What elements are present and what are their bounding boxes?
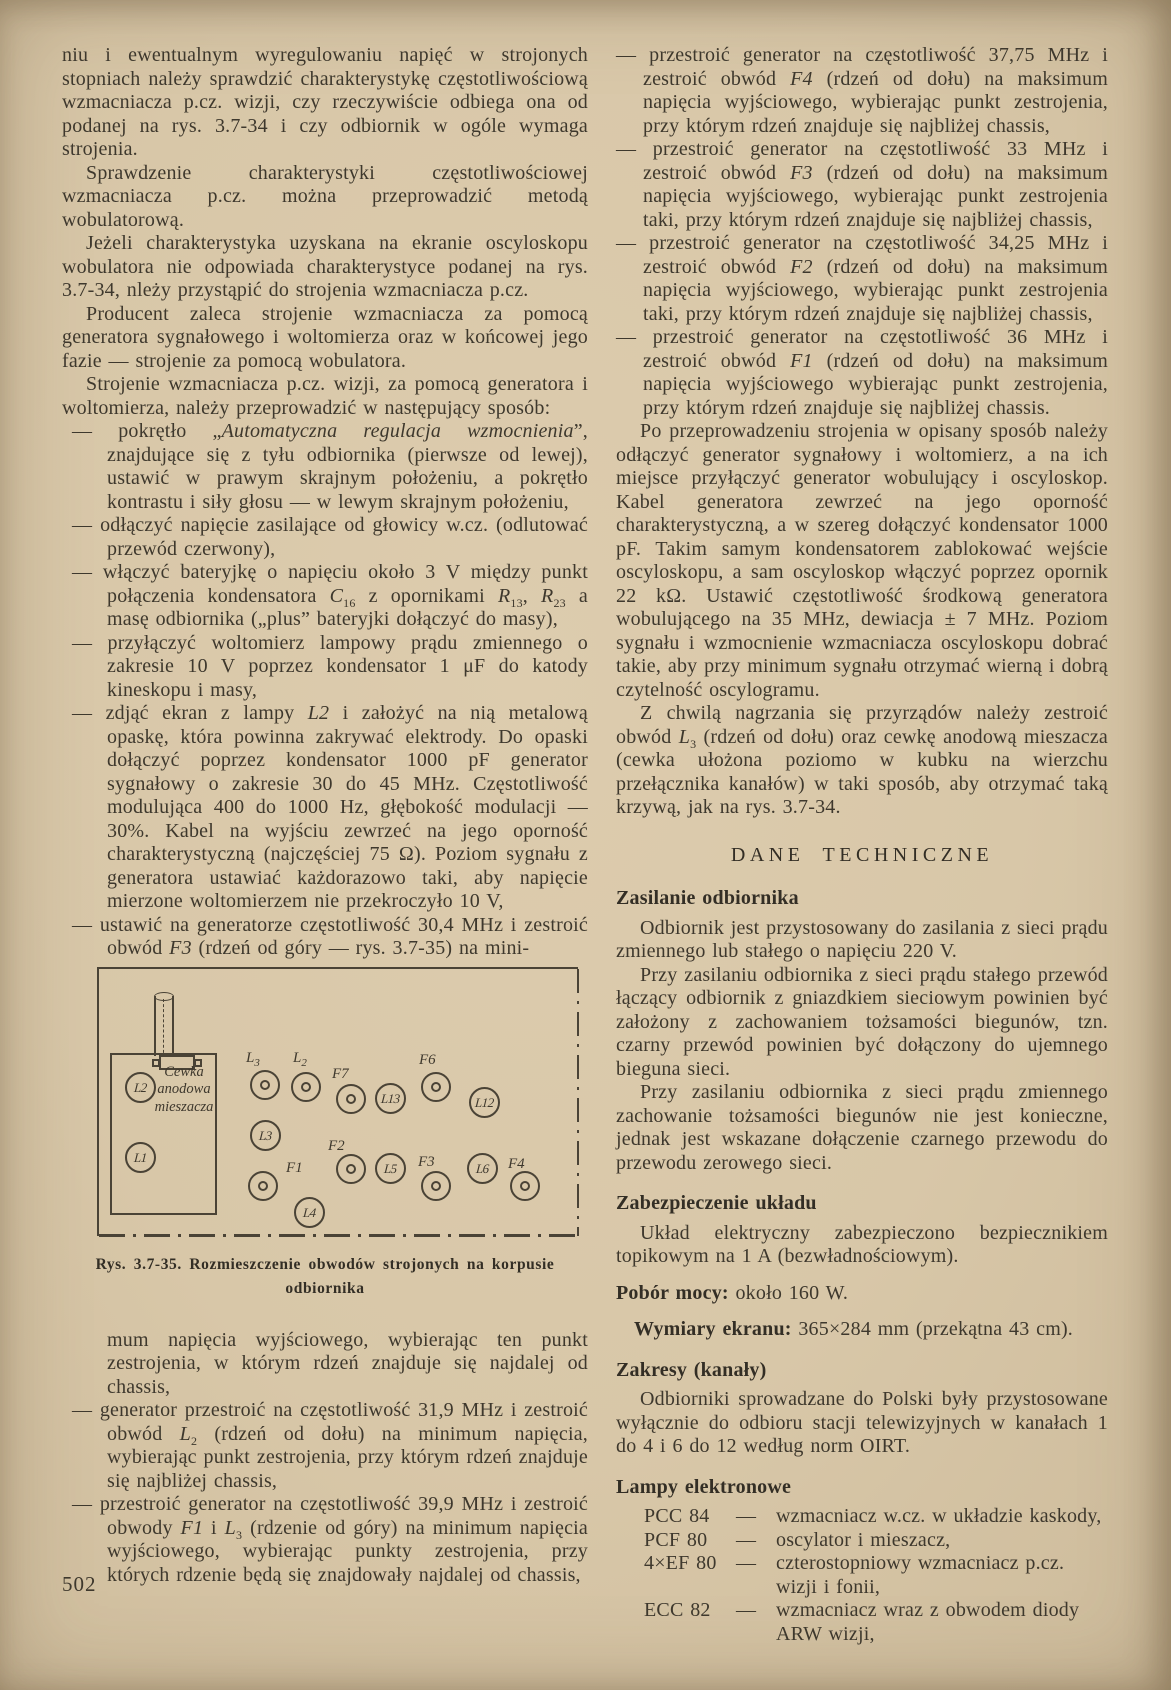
coil-circle-f3 (421, 1171, 451, 1201)
lamp-dash: — (736, 1552, 757, 1574)
coil-circle-label-f1: F1 (286, 1159, 303, 1176)
coil-circle-f4 (510, 1171, 540, 1201)
coil-circle-f7 (336, 1084, 366, 1114)
core-dot (520, 1181, 530, 1191)
subheading-zakresy: Zakresy (kanały) (616, 1358, 767, 1381)
lamp-list (616, 1505, 1108, 1646)
coil-circle-label-l6: L6 (475, 1160, 489, 1176)
paragraph: niu i ewentualnym wyregulowaniu napięć w strojonych stopniach należy sprawdzić charakterystykę częstotliwościową wzmacniacza p.cz. wizji, czy rzeczywiście odbiega ona od podanej na rys. 3.7-34 i czy odbiornik w ogóle wymaga strojenia. (62, 44, 588, 160)
coil-circle-l12 (469, 1087, 500, 1118)
coil-circle-label-l3: $L_3$ (246, 1049, 260, 1069)
paragraph: Po przeprowadzeniu strojenia w opisany sposób należy odłączyć generator sygnałowy i woltomierz, a na ich miejsce przyłączyć generator wobulujący i oscyloskop. Kabel generatora zewrzeć na jego oporność charakterystyczną, a w szereg dołączyć kondensator 1000 pF. Takim samym kondensatorem zablokować wejście oscyloskopu, a sam oscyloskop włączyć poprzez opornik 22 kΩ. Ustawić częstotliwość środkową generatora wobulującego na 35 MHz, dewiacja ± 7 MHz. Poziom sygnału i wzmocnienie wzmacniacza oscyloskopu dobrać takie, aby przy minimum sygnału otrzymać wierną i dobrą czytelność oscylogramu. (616, 420, 1108, 701)
core-dot (258, 1181, 268, 1191)
coil-circle-l2 (125, 1072, 156, 1103)
right-column (616, 44, 1108, 1646)
core-dot (431, 1181, 441, 1191)
core-dot (346, 1164, 356, 1174)
coil-circle-label-f7: F7 (332, 1065, 349, 1082)
paragraph: Odbiornik jest przystosowany do zasilania z sieci prądu zmiennego lub stałego o napięciu 220 V. (616, 916, 1108, 962)
coil-circle-label-l2: $L_2$ (293, 1049, 307, 1069)
paragraph: Sprawdzenie charakterystyki częstotliwościowej wzmacniacza p.cz. można przeprowadzić metodą wobulatorową. (62, 161, 588, 231)
core-dot (346, 1094, 356, 1104)
list-item: — przyłączyć woltomierz lampowy prądu zmiennego o zakresie 10 V poprzez kondensator 1 μF do katody kineskopu i masy, (72, 631, 588, 701)
lamp-dash: — (736, 1599, 757, 1621)
paragraph: Przy zasilaniu odbiornika z sieci prądu stałego przewód łączący odbiornik z gniazdkiem sieciowym powinien być założony z zachowaniem tożsamości biegunów, tzn. czarny przewód powinien być dołączony do ujemnego bieguna sieci. (616, 963, 1108, 1080)
core-dot (260, 1080, 270, 1090)
paragraph: Odbiorniki sprowadzane do Polski były przystosowane wyłącznie do odbioru stacji telewizyjnych w kanałach 1 do 4 i 6 do 12 według norm OIRT. (616, 1388, 1108, 1457)
paragraph: Układ elektryczny zabezpieczono bezpiecznikiem topikowym na 1 A (bezwładnościowym). (616, 1221, 1108, 1267)
paragraph: Strojenie wzmacniacza p.cz. wizji, za pomocą generatora i woltomierza, należy przeprowadzić w następujący sposób: (62, 373, 588, 419)
coil-circle-label-f6: F6 (419, 1051, 436, 1068)
list-item: — przestroić generator na częstotliwość 36 MHz i zestroić obwód F1 (rdzeń od dołu) na maksimum napięcia wyjściowego wybierając punkt zestrojenia, przy którym rdzeń znajduje się najbliżej chassis. (616, 326, 1109, 419)
spec-wymiary-ekranu: Wymiary ekranu: 365×284 mm (przekątna 43 cm). (634, 1318, 1074, 1340)
lamp-description: czterostopniowy wzmacniacz p.cz. wizji i fonii, (776, 1552, 1065, 1598)
coil-circle-label-l2: L2 (133, 1079, 147, 1095)
mixer-coil-label: Cewka anodowa mieszacza (154, 1063, 214, 1115)
lamp-description: oscylator i mieszacz, (776, 1528, 951, 1551)
coil-circle-f1 (248, 1171, 278, 1201)
section-heading-dane-techniczne: DANE TECHNICZNE (730, 843, 994, 866)
lamp-name: PCC 84 (644, 1505, 710, 1527)
tube (154, 996, 174, 1056)
list-item: — pokrętło „Automatyczna regulacja wzmocnienia”, znajdujące się z tyłu odbiornika (pierwsze od lewej), ustawić w prawym skrajnym położeniu, a pokrętło kontrastu i siły głosu — w lewym skrajnym położeniu, (72, 420, 588, 513)
list-item: — włączyć bateryjkę o napięciu około 3 V między punkt połączenia kondensatora $C_{16}$ z opornikami $R_{13}$, $R_{23}$ a masę odbiornika („plus” bateryjki dołączyć do masy), (72, 561, 588, 630)
coil-circle-f2 (336, 1154, 366, 1184)
lamp-row (616, 1599, 1108, 1646)
list-item: — odłączyć napięcie zasilające od głowicy w.cz. (odlutować przewód czerwony), (72, 514, 588, 560)
coil-circle-label-f2: F2 (328, 1137, 345, 1154)
coil-circle-l2 (291, 1072, 321, 1102)
list-item: — zdjąć ekran z lampy L2 i założyć na nią metalową opaskę, która powinna zakrywać elektrody. Do opaski dołączyć poprzez kondensator 1000 pF generator sygnałowy o zakresie 30 do 45 MHz. Częstotliwość modulująca 400 do 1000 Hz, głębokość modulacji — 30%. Kabel na wyjściu zewrzeć na jego oporność charakterystyczną (najczęściej 75 Ω). Poziom sygnału z generatora ustawiać każdorazowo taki, aby napięcie mierzone woltomierzem nie przekroczyło 10 V, (72, 702, 588, 912)
core-dot (431, 1082, 441, 1092)
figure-rys-3-7-35 (62, 967, 588, 1239)
coil-circle-l3 (250, 1120, 281, 1151)
list-item: — przestroić generator na częstotliwość 33 MHz i zestroić obwód F3 (rdzeń od dołu) na maksimum napięcia wyjściowego, wybierając punkt zestrojenia taki, przy którym rdzeń znajduje się najbliżej chassis, (616, 138, 1109, 231)
coil-circle-label-l1: L1 (133, 1149, 147, 1165)
figure-caption: Rys. 3.7-35. Rozmieszczenie obwodów strojonych na korpusie odbiornika (95, 1255, 555, 1297)
lamp-name: PCF 80 (644, 1528, 708, 1551)
coil-circle-l5 (375, 1153, 406, 1184)
coil-circle-label-f4: F4 (508, 1155, 525, 1172)
list-item: — generator przestroić na częstotliwość 31,9 MHz i zestroić obwód $L_2$ (rdzeń od dołu) na minimum napięcia, wybierając punkt zestrojenia, przy którym rdzeń znajduje się najbliżej chassis, (72, 1399, 588, 1492)
coil-circle-l6 (467, 1153, 498, 1184)
page-number: 502 (62, 1572, 97, 1596)
coil-circle-label-f3: F3 (418, 1153, 435, 1170)
coil-circle-l13 (375, 1083, 406, 1114)
lamp-description: wzmacniacz wraz z obwodem diody ARW wizji, (776, 1599, 1080, 1645)
lamp-row (616, 1529, 1108, 1553)
subheading-zasilanie: Zasilanie odbiornika (616, 887, 799, 909)
coil-circle-l1 (125, 1142, 156, 1173)
left-column (62, 44, 588, 1587)
spec-pobor-mocy: Pobór mocy: około 160 W. (616, 1281, 849, 1304)
list-item: — ustawić na generatorze częstotliwość 30,4 MHz i zestroić obwód F3 (rdzeń od góry — rys. 3.7-35) na mini- (72, 913, 588, 959)
lamp-row (616, 1505, 1108, 1529)
list-item: — przestroić generator na częstotliwość 37,75 MHz i zestroić obwód F4 (rdzeń od dołu) na maksimum napięcia wyjściowego, wybierając punkt zestrojenia, przy którym rdzeń znajduje się najbliżej chassis, (616, 44, 1109, 137)
coil-circle-f6 (421, 1072, 451, 1102)
paragraph: Przy zasilaniu odbiornika z sieci prądu zmiennego zachowanie tożsamości biegunów nie jest konieczne, jednak jest wskazane dołączenie czarnego przewodu do przewodu zerowego sieci. (616, 1081, 1108, 1174)
subheading-lampy: Lampy elektronowe (616, 1475, 792, 1498)
lamp-row (616, 1552, 1108, 1599)
coil-circle-label-l12: L12 (474, 1094, 494, 1110)
paragraph: Jeżeli charakterystyka uzyskana na ekranie oscyloskopu wobulatora nie odpowiada charakterystyce podanej na rys. 3.7-34, nleży przystąpić do strojenia wzmacniacza p.cz. (62, 232, 588, 301)
core-dot (301, 1082, 311, 1092)
coil-circle-label-l5: L5 (383, 1160, 397, 1176)
chassis-outline (97, 967, 578, 1236)
lamp-description: wzmacniacz w.cz. w układzie kaskody, (776, 1505, 1102, 1527)
paragraph: Producent zaleca strojenie wzmacniacza za pomocą generatora sygnałowego i woltomierza oraz w końcowej jego fazie — strojenie za pomocą wobulatora. (62, 302, 588, 372)
coil-circle-label-l13: L13 (380, 1090, 400, 1106)
list-item-continuation: mum napięcia wyjściowego, wybierając ten punkt zestrojenia, w którym rdzeń znajduje się najdalej od chassis, (107, 1328, 588, 1398)
lamp-dash: — (736, 1505, 757, 1527)
lamp-name: 4×EF 80 (644, 1552, 717, 1574)
coil-circle-l4 (294, 1197, 325, 1228)
paragraph: Z chwilą nagrzania się przyrządów należy zestroić obwód $L_3$ (rdzeń od dołu) oraz cewkę anodową mieszacza (cewka ułożona poziomo w kubku na wierzchu przełącznika kanałów) w taki sposób, aby otrzymać taką krzywą, jak na rys. 3.7-34. (616, 702, 1108, 818)
list-item: — przestroić generator na częstotliwość 34,25 MHz i zestroić obwód F2 (rdzeń od dołu) na maksimum napięcia wyjściowego, wybierając punkt zestrojenia taki, przy którym rdzeń znajduje się najbliżej chassis, (616, 232, 1109, 325)
subheading-zabezpieczenie: Zabezpieczenie układu (616, 1192, 817, 1214)
chassis-bottom-edge (99, 1234, 578, 1237)
chassis-right-edge (577, 969, 580, 1236)
lamp-dash: — (736, 1528, 757, 1551)
coil-circle-l3 (250, 1070, 280, 1100)
lamp-name: ECC 82 (644, 1599, 711, 1621)
list-item: — przestroić generator na częstotliwość 39,9 MHz i zestroić obwody F1 i $L_3$ (rdzenie od góry) na minimum napięcia wyjściowego, wybierając punkty zestrojenia, przy których rdzenie będą się znajdowały najdalej od chassis, (72, 1493, 588, 1586)
coil-circle-label-l4: L4 (302, 1204, 316, 1220)
coil-circle-label-l3: L3 (258, 1127, 272, 1143)
